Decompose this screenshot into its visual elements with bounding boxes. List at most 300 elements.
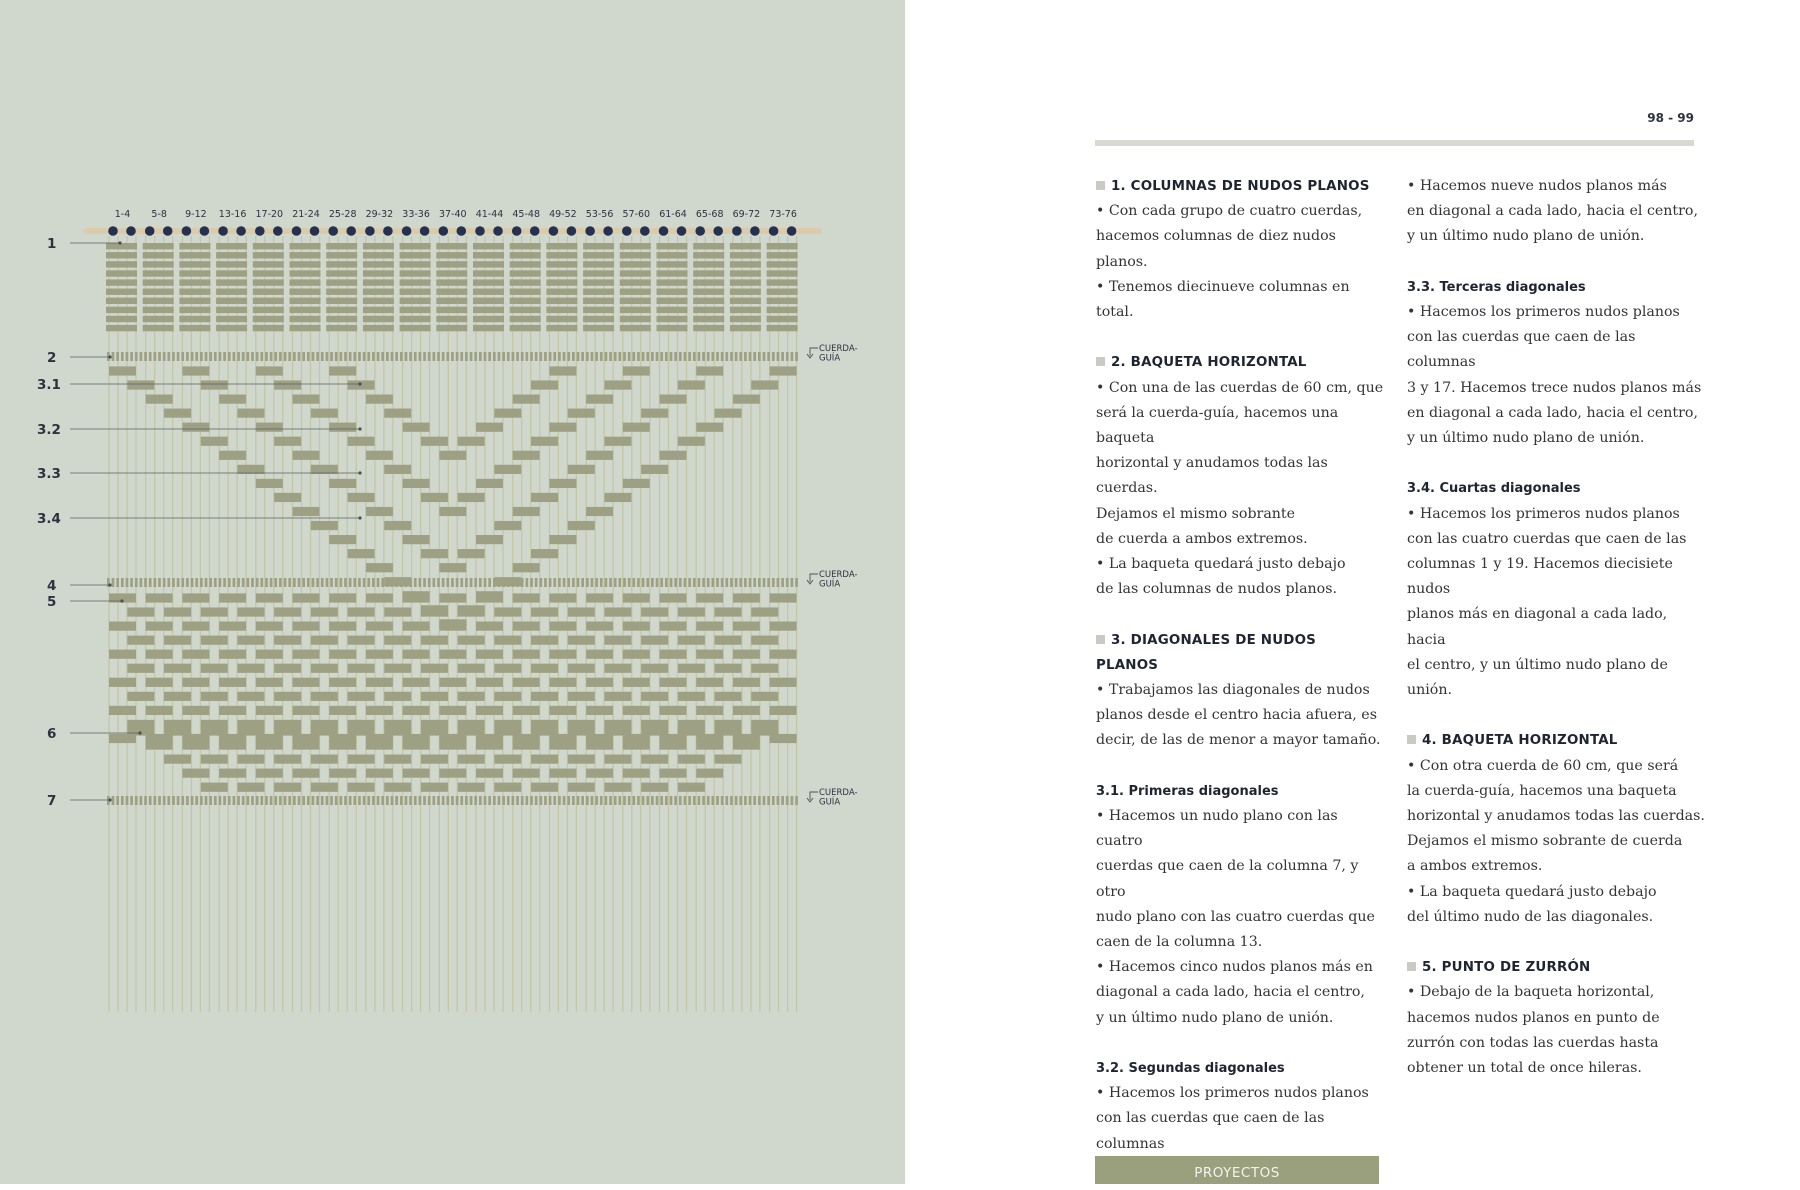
clove-hitch <box>349 578 352 587</box>
diagonal-knot <box>531 493 558 502</box>
clove-hitch <box>479 578 482 587</box>
column-knot <box>473 279 504 285</box>
clove-hitch <box>470 352 473 361</box>
clove-hitch <box>739 578 742 587</box>
column-knot <box>253 307 284 313</box>
alternating-knot <box>494 636 521 645</box>
triangle-knot <box>660 740 687 749</box>
column-knot <box>510 289 541 295</box>
clove-hitch <box>712 796 715 805</box>
clove-hitch <box>693 352 696 361</box>
alternating-knot <box>568 664 595 673</box>
column-range-label: 37-40 <box>438 209 467 220</box>
alternating-knot <box>623 593 650 602</box>
clove-hitch <box>474 352 477 361</box>
bead <box>750 226 760 236</box>
column-knot <box>693 307 724 313</box>
column-range-label: 33-36 <box>402 209 430 220</box>
alternating-knot <box>201 636 228 645</box>
clove-hitch <box>758 352 761 361</box>
clove-hitch <box>377 796 380 805</box>
clove-hitch <box>688 578 691 587</box>
guide-bracket <box>810 792 818 800</box>
column-knot <box>326 252 357 258</box>
clove-hitch <box>670 352 673 361</box>
clove-hitch <box>488 796 491 805</box>
clove-hitch <box>256 352 259 361</box>
clove-hitch <box>744 796 747 805</box>
clove-hitch <box>470 578 473 587</box>
clove-hitch <box>116 578 119 587</box>
column-knot <box>216 307 247 313</box>
clove-hitch <box>679 796 682 805</box>
clove-hitch <box>735 352 738 361</box>
clove-hitch <box>502 352 505 361</box>
column-knot <box>510 252 541 258</box>
clove-hitch <box>279 578 282 587</box>
clove-hitch <box>581 352 584 361</box>
triangle-knot <box>604 726 631 735</box>
clove-hitch <box>293 578 296 587</box>
alternating-knot <box>109 678 136 687</box>
alternating-knot <box>311 664 338 673</box>
column-knot <box>767 270 798 276</box>
triangle-knot <box>274 783 301 792</box>
clove-hitch <box>725 578 728 587</box>
clove-hitch <box>707 578 710 587</box>
triangle-knot <box>586 740 613 749</box>
paragraph-line: Dejamos el mismo sobrante de cuerda <box>1407 833 1683 850</box>
clove-hitch <box>619 578 622 587</box>
diagonal-knot <box>494 521 521 530</box>
column-knot <box>363 252 394 258</box>
clove-hitch <box>767 352 770 361</box>
clove-hitch <box>665 796 668 805</box>
alternating-knot <box>237 664 264 673</box>
leader-dot <box>108 355 111 358</box>
clove-hitch <box>512 796 515 805</box>
section-tab-proyectos: PROYECTOS <box>1095 1156 1379 1184</box>
column-knot <box>179 298 210 304</box>
clove-hitch <box>558 352 561 361</box>
alternating-knot <box>751 692 778 701</box>
alternating-knot <box>164 636 191 645</box>
alternating-knot <box>476 678 503 687</box>
column-knot <box>657 289 688 295</box>
clove-hitch <box>646 796 649 805</box>
clove-hitch <box>591 578 594 587</box>
column-knot <box>106 243 137 249</box>
clove-hitch <box>154 578 157 587</box>
alternating-knot <box>770 593 797 602</box>
diagonal-knot <box>256 479 283 488</box>
column-knot <box>583 279 614 285</box>
diagonal-knot <box>623 479 650 488</box>
clove-hitch <box>614 352 617 361</box>
bead <box>163 226 173 236</box>
diagonal-knot <box>513 507 540 516</box>
clove-hitch <box>688 796 691 805</box>
diagonal-knot <box>274 380 301 389</box>
clove-hitch <box>242 352 245 361</box>
clove-hitch <box>763 578 766 587</box>
triangle-knot <box>458 783 485 792</box>
column-knot <box>510 279 541 285</box>
column-knot <box>179 243 210 249</box>
clove-hitch <box>367 796 370 805</box>
clove-hitch <box>539 578 542 587</box>
column-knot <box>693 261 724 267</box>
diagonal-knot <box>696 366 723 375</box>
column-knot <box>290 307 321 313</box>
clove-hitch <box>781 352 784 361</box>
clove-hitch <box>367 578 370 587</box>
clove-hitch <box>530 578 533 587</box>
bead <box>493 226 503 236</box>
clove-hitch <box>698 796 701 805</box>
column-knot <box>363 243 394 249</box>
clove-hitch <box>614 578 617 587</box>
diagonal-knot <box>201 437 228 446</box>
diagonal-knot <box>531 437 558 446</box>
clove-hitch <box>414 796 417 805</box>
clove-hitch <box>595 796 598 805</box>
alternating-knot <box>219 678 246 687</box>
step-label: 1 <box>47 236 57 252</box>
column-knot <box>767 298 798 304</box>
alternating-knot <box>751 636 778 645</box>
paragraph-line: en diagonal a cada lado, hacia el centro, <box>1407 203 1698 220</box>
alternating-knot <box>439 706 466 715</box>
column-knot <box>510 261 541 267</box>
alternating-knot <box>348 607 375 616</box>
clove-hitch <box>460 352 463 361</box>
diagonal-union-knot <box>439 507 466 516</box>
alternating-knot <box>531 692 558 701</box>
clove-hitch <box>591 352 594 361</box>
alternating-knot <box>311 636 338 645</box>
column-knot <box>546 307 577 313</box>
clove-hitch <box>651 578 654 587</box>
clove-hitch <box>470 796 473 805</box>
diagonal-knot <box>421 493 448 502</box>
diagonal-knot <box>568 409 595 418</box>
alternating-knot <box>256 678 283 687</box>
clove-hitch <box>446 352 449 361</box>
clove-hitch <box>465 352 468 361</box>
bead <box>439 226 449 236</box>
clove-hitch <box>786 796 789 805</box>
clove-hitch <box>660 578 663 587</box>
column-knot <box>326 289 357 295</box>
clove-hitch <box>298 796 301 805</box>
alternating-knot <box>770 650 797 659</box>
clove-hitch <box>340 796 343 805</box>
clove-hitch <box>270 796 273 805</box>
alternating-knot <box>219 622 246 631</box>
clove-hitch <box>632 796 635 805</box>
paragraph-line: • Con cada grupo de cuatro cuerdas, <box>1096 203 1363 220</box>
clove-hitch <box>609 352 612 361</box>
clove-hitch <box>642 352 645 361</box>
paragraph-line: • Tenemos diecinueve columnas en total. <box>1096 278 1350 321</box>
clove-hitch <box>140 352 143 361</box>
triangle-knot <box>348 783 375 792</box>
column-knot <box>400 307 431 313</box>
guide-label: CUERDA- <box>819 570 858 580</box>
clove-hitch <box>186 796 189 805</box>
paragraph-line: horizontal y anudamos todas las cuerdas. <box>1096 455 1328 497</box>
column-knot <box>253 270 284 276</box>
diagonal-knot <box>403 423 430 432</box>
column-knot <box>767 243 798 249</box>
alternating-knot <box>623 706 650 715</box>
clove-hitch <box>451 578 454 587</box>
alternating-knot <box>549 706 576 715</box>
clove-hitch <box>600 352 603 361</box>
alternating-knot <box>513 593 540 602</box>
triangle-knot <box>531 726 558 735</box>
triangle-knot <box>256 740 283 749</box>
clove-hitch <box>605 796 608 805</box>
paragraph-line: de las columnas de nudos planos. <box>1096 581 1338 598</box>
clove-hitch <box>358 796 361 805</box>
clove-hitch <box>502 796 505 805</box>
column-knot <box>363 289 394 295</box>
diagonal-knot <box>660 451 687 460</box>
alternating-knot <box>146 678 173 687</box>
alternating-knot <box>696 622 723 631</box>
column-knot <box>510 325 541 331</box>
alternating-knot <box>476 593 503 602</box>
alternating-knot <box>348 664 375 673</box>
clove-hitch <box>493 352 496 361</box>
clove-hitch <box>786 352 789 361</box>
leader-dot <box>120 599 123 602</box>
triangle-knot <box>458 755 485 764</box>
clove-hitch <box>163 578 166 587</box>
column-knot <box>106 298 137 304</box>
diagonal-knot <box>274 437 301 446</box>
diagonal-knot <box>458 549 485 558</box>
clove-hitch <box>181 796 184 805</box>
clove-hitch <box>405 352 408 361</box>
clove-hitch <box>423 578 426 587</box>
column-knot <box>767 279 798 285</box>
clove-hitch <box>433 796 436 805</box>
clove-hitch <box>586 796 589 805</box>
top-rule <box>1095 140 1694 146</box>
alternating-knot <box>641 664 668 673</box>
clove-hitch <box>209 352 212 361</box>
clove-hitch <box>632 578 635 587</box>
clove-hitch <box>749 796 752 805</box>
leader-dot <box>108 583 111 586</box>
alternating-knot <box>127 636 154 645</box>
diagonal-knot <box>182 423 209 432</box>
clove-hitch <box>446 578 449 587</box>
alternating-knot <box>623 650 650 659</box>
clove-hitch <box>242 578 245 587</box>
clove-hitch <box>586 578 589 587</box>
triangle-knot <box>311 783 338 792</box>
clove-hitch <box>358 578 361 587</box>
clove-hitch <box>279 796 282 805</box>
clove-hitch <box>702 796 705 805</box>
clove-hitch <box>725 352 728 361</box>
guide-label: GUÍA <box>819 353 841 364</box>
alternating-knot <box>549 678 576 687</box>
diagonal-knot <box>678 380 705 389</box>
square-bullet-icon <box>1407 962 1416 971</box>
clove-hitch <box>270 352 273 361</box>
triangle-knot <box>531 783 558 792</box>
bead <box>328 226 338 236</box>
section-3-2-heading: 3.2. Segundas diagonales <box>1096 1061 1285 1077</box>
diagonal-knot <box>403 535 430 544</box>
alternating-knot <box>476 622 503 631</box>
clove-hitch <box>409 352 412 361</box>
column-knot <box>657 252 688 258</box>
clove-hitch <box>442 578 445 587</box>
clove-hitch <box>772 352 775 361</box>
triangle-knot <box>458 726 485 735</box>
column-knot <box>583 325 614 331</box>
column-knot <box>253 279 284 285</box>
clove-hitch <box>326 796 329 805</box>
alternating-knot <box>182 706 209 715</box>
alternating-knot <box>164 607 191 616</box>
clove-hitch <box>223 578 226 587</box>
column-knot <box>693 252 724 258</box>
clove-hitch <box>302 578 305 587</box>
clove-hitch <box>335 796 338 805</box>
alternating-knot <box>311 692 338 701</box>
clove-hitch <box>330 578 333 587</box>
section-3-heading: 3. DIAGONALES DE NUDOS <box>1096 628 1386 653</box>
clove-hitch <box>260 578 263 587</box>
clove-hitch <box>233 352 236 361</box>
paragraph-line: decir, de las de menor a mayor tamaño. <box>1096 732 1381 749</box>
column-knot <box>290 316 321 322</box>
column-knot <box>583 316 614 322</box>
column-knot <box>290 325 321 331</box>
alternating-knot <box>513 622 540 631</box>
clove-hitch <box>112 796 115 805</box>
diagonal-knot <box>384 577 411 586</box>
column-knot <box>693 298 724 304</box>
clove-hitch <box>781 796 784 805</box>
clove-hitch <box>670 796 673 805</box>
alternating-knot <box>660 678 687 687</box>
diagonal-knot <box>604 380 631 389</box>
square-bullet-icon <box>1096 635 1105 644</box>
alternating-knot <box>549 622 576 631</box>
alternating-knot <box>146 650 173 659</box>
alternating-knot <box>219 650 246 659</box>
bead <box>603 226 613 236</box>
clove-hitch <box>693 578 696 587</box>
alternating-knot <box>476 650 503 659</box>
triangle-knot <box>549 740 576 749</box>
clove-hitch <box>498 796 501 805</box>
alternating-knot <box>366 622 393 631</box>
diagonal-knot <box>678 437 705 446</box>
clove-hitch <box>646 352 649 361</box>
clove-hitch <box>307 796 310 805</box>
diagonal-knot <box>513 395 540 404</box>
square-bullet-icon <box>1096 181 1105 190</box>
clove-hitch <box>260 796 263 805</box>
alternating-knot <box>127 607 154 616</box>
column-knot <box>620 289 651 295</box>
diagonal-knot <box>384 521 411 530</box>
leader-dot <box>358 471 361 474</box>
clove-hitch <box>493 796 496 805</box>
clove-hitch <box>191 352 194 361</box>
column-knot <box>583 252 614 258</box>
clove-hitch <box>442 352 445 361</box>
section-3-heading-cont: PLANOS <box>1096 657 1159 673</box>
triangle-knot <box>329 740 356 749</box>
clove-hitch <box>456 352 459 361</box>
triangle-knot <box>604 783 631 792</box>
triangle-knot <box>568 755 595 764</box>
column-knot <box>730 279 761 285</box>
column-knot <box>473 316 504 322</box>
guide-label: CUERDA- <box>819 788 858 798</box>
clove-hitch <box>307 578 310 587</box>
triangle-knot <box>237 755 264 764</box>
clove-hitch <box>405 796 408 805</box>
square-bullet-icon <box>1407 735 1416 744</box>
clove-hitch <box>377 578 380 587</box>
diagonal-knot <box>513 451 540 460</box>
clove-hitch <box>177 796 180 805</box>
alternating-knot <box>568 692 595 701</box>
clove-hitch <box>321 578 324 587</box>
bead <box>365 226 375 236</box>
column-knot <box>363 279 394 285</box>
clove-hitch <box>340 578 343 587</box>
clove-hitch <box>353 796 356 805</box>
column-knot <box>620 298 651 304</box>
clove-hitch <box>684 796 687 805</box>
clove-hitch <box>674 578 677 587</box>
clove-hitch <box>177 352 180 361</box>
clove-hitch <box>609 578 612 587</box>
triangle-knot <box>403 769 430 778</box>
bead <box>200 226 210 236</box>
clove-hitch <box>335 578 338 587</box>
clove-hitch <box>530 796 533 805</box>
clove-hitch <box>186 578 189 587</box>
clove-hitch <box>400 352 403 361</box>
clove-hitch <box>353 352 356 361</box>
step-label: 3.3 <box>37 466 61 482</box>
column-knot <box>436 289 467 295</box>
section-3-3-heading: 3.3. Terceras diagonales <box>1407 279 1586 295</box>
diagonal-knot <box>549 366 576 375</box>
clove-hitch <box>260 352 263 361</box>
column-knot <box>400 325 431 331</box>
alternating-knot <box>329 706 356 715</box>
clove-hitch <box>451 796 454 805</box>
column-knot <box>546 279 577 285</box>
column-knot <box>473 307 504 313</box>
column-knot <box>620 307 651 313</box>
paragraph-line: • Hacemos los primeros nudos planos <box>1407 304 1680 320</box>
